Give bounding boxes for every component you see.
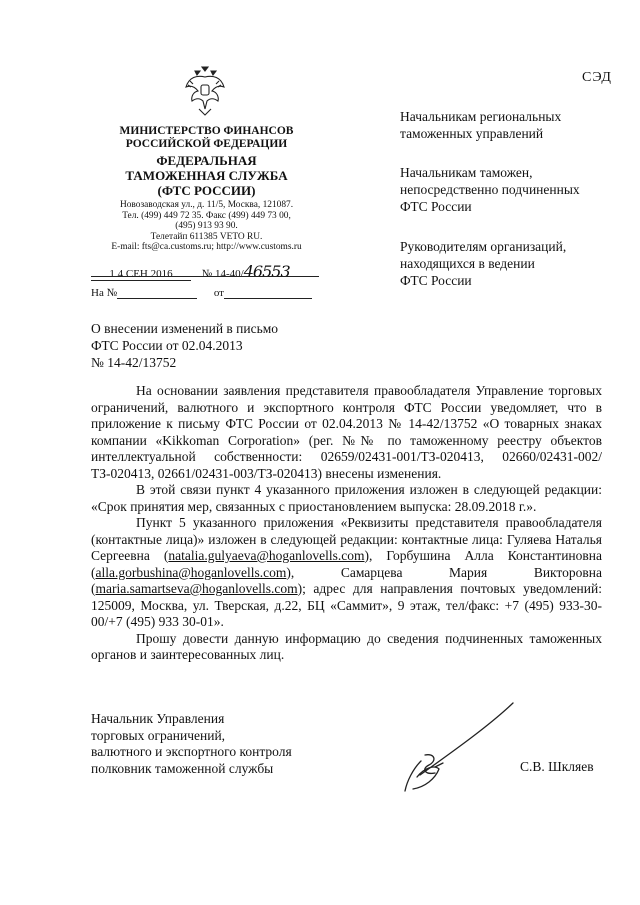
subject-line-1: О внесении изменений в письмо	[91, 321, 279, 336]
signature-icon	[395, 695, 525, 795]
letter-number-handwritten: 46553	[243, 262, 290, 281]
recipient-3-line-2: находящихся в ведении	[400, 256, 535, 271]
na-label: На №	[91, 287, 118, 299]
signatory-line-1: Начальник Управления	[91, 711, 225, 726]
paragraph-3-part-d: ); адрес для направления почтовых уведомлений: 125009, Москва, ул. Тверская, д.22, БЦ «Саммит», 9 этаж, тел/факс: +7 (495) 933-30-00/+7 (495) 933 30-01».	[91, 581, 602, 629]
letter-body	[91, 383, 602, 664]
email-link-gorbushina[interactable]: alla.gorbushina@hoganlovells.com	[95, 564, 287, 580]
ot-blank	[224, 286, 312, 299]
letter-subject	[91, 320, 278, 371]
service-line-1: ФЕДЕРАЛЬНАЯ	[156, 153, 257, 168]
service-name	[84, 153, 329, 198]
email-link-samartseva[interactable]: maria.samartseva@hoganlovells.com	[95, 581, 298, 596]
signatory-line-2: торговых ограничений,	[91, 727, 226, 743]
subject-line-2: ФТС России от 02.04.2013	[91, 338, 243, 353]
recipient-1-line-1: Начальникам региональных	[400, 109, 562, 124]
signatory-line-3: валютного и экспортного контроля	[91, 744, 292, 760]
number-underline	[91, 276, 319, 277]
coat-of-arms-icon	[183, 65, 227, 117]
paragraph-3-part-b: ), Горбушина Алла Константиновна (	[91, 548, 602, 580]
address-line-1: Новозаводская ул., д. 11/5, Москва, 121087.	[119, 200, 294, 210]
address-line-5: E-mail: fts@ca.customs.ru; http://www.customs.ru	[111, 242, 302, 252]
email-link-gulyaeva[interactable]: natalia.gulyaeva@hoganlovells.com	[168, 548, 365, 563]
ministry-line-1: МИНИСТЕРСТВО ФИНАНСОВ	[119, 125, 294, 137]
sed-mark: СЭД	[582, 70, 612, 85]
letter-number-prefix: № 14-40/	[201, 268, 244, 280]
reference-row	[91, 286, 312, 299]
paragraph-4: Прошу довести данную информацию до сведения подчиненных таможенных органов и заинтересованных лиц.	[91, 630, 602, 662]
date-number-row	[91, 262, 290, 281]
recipient-2-line-1: Начальникам таможен,	[400, 165, 533, 180]
recipient-1-line-2: таможенных управлений	[400, 126, 544, 141]
recipient-1	[400, 108, 620, 142]
address-block	[84, 200, 329, 253]
signatory-line-4: полковник таможенной службы	[91, 760, 274, 776]
paragraph-3-part-c: ), Самарцева Мария Викторовна (	[91, 564, 602, 596]
letter-date: 1 4 СЕН 2016	[91, 268, 191, 281]
recipient-2-line-3: ФТС России	[400, 199, 472, 214]
ministry-line-2: РОССИЙСКОЙ ФЕДЕРАЦИИ	[125, 138, 288, 150]
paragraph-3	[91, 515, 602, 631]
recipient-3-line-3: ФТС России	[400, 273, 472, 288]
na-blank	[117, 286, 197, 299]
recipient-2-line-2: непосредственно подчиненных	[400, 182, 580, 197]
address-line-3: (495) 913 93 90.	[175, 221, 238, 231]
paragraph-1: На основании заявления представителя правообладателя Управление торговых ограничений, валютного и экспортного контроля ФТС России уведомляет, что в приложение к письму ФТС России от 02.04.2013 № 14-42/13752 «О товарных знаках компании «Kikkoman Corporation» (рег. №№ по таможенному реестру объектов интеллектуальной собственности: 02659/02431-001/ТЗ-020413, 02660/02431-002/ТЗ-020413, 02661/02431-003/ТЗ-020413) внесены изменения.	[91, 383, 602, 481]
address-line-4: Телетайп 611385 VETO RU.	[150, 231, 263, 242]
ot-label: от	[213, 287, 224, 299]
signatory-title	[91, 711, 292, 777]
service-line-2: ТАМОЖЕННАЯ СЛУЖБА	[125, 168, 288, 183]
recipient-3-line-1: Руководителям организаций,	[400, 239, 567, 254]
recipient-2	[400, 164, 620, 215]
address-line-2: Тел. (499) 449 72 35. Факс (499) 449 73 00,	[122, 210, 291, 221]
ministry-name	[84, 125, 329, 151]
paragraph-2: В этой связи пункт 4 указанного приложения изложен в следующей редакции: «Срок принятия мер, связанных с приостановлением выпуска: 28.09.2018 г.».	[91, 482, 602, 514]
service-line-3: (ФТС РОССИИ)	[157, 183, 256, 198]
subject-line-3: № 14-42/13752	[91, 355, 177, 370]
signatory-name: С.В. Шкляев	[520, 759, 594, 774]
recipient-3	[400, 238, 620, 289]
paragraph-3-part-a: Пункт 5 указанного приложения «Реквизиты представителя правообладателя (контактные лица)» изложен в следующей редакции: контактные лица: Гуляева Наталья Сергеевна (	[91, 515, 602, 563]
